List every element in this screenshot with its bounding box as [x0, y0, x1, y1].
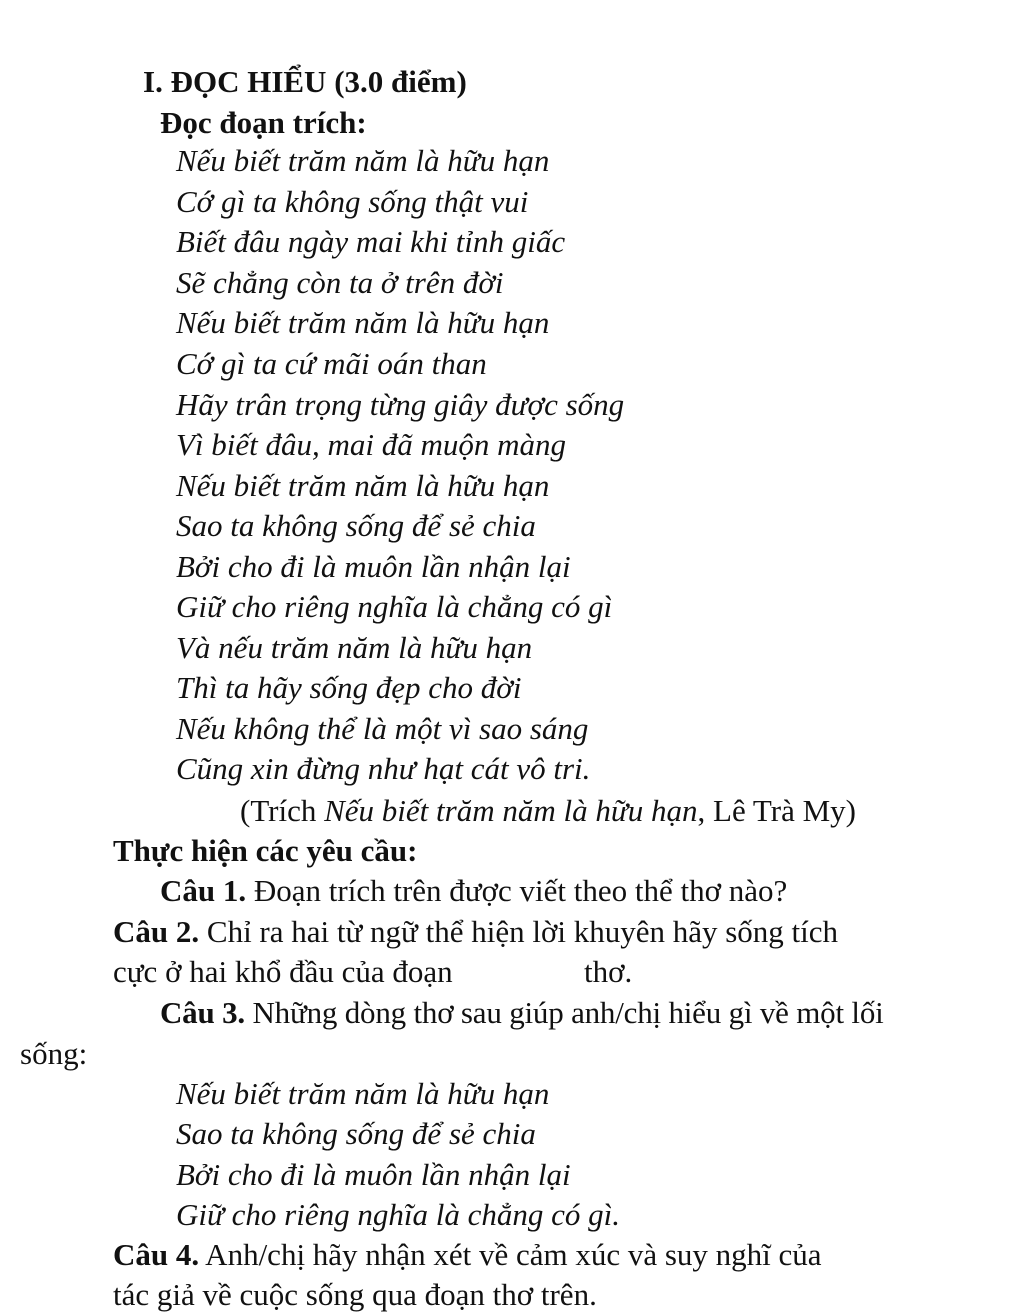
poem-line: Bởi cho đi là muôn lần nhận lại	[176, 549, 571, 584]
citation-suffix: , Lê Trà My)	[697, 793, 856, 828]
poem-line: Nếu biết trăm năm là hữu hạn	[176, 305, 550, 340]
question-text: Những dòng thơ sau giúp anh/chị hiểu gì về một lối	[244, 995, 884, 1030]
citation-work: Nếu biết trăm năm là hữu hạn	[324, 793, 698, 828]
poem-line: Cớ gì ta không sống thật vui	[176, 184, 529, 219]
poem-line: Cớ gì ta cứ mãi oán than	[176, 346, 487, 381]
question-label: Câu 3.	[160, 995, 245, 1030]
read-prompt: Đọc đoạn trích:	[160, 105, 367, 140]
poem-line: Sẽ chẳng còn ta ở trên đời	[176, 265, 504, 300]
poem-line: Sao ta không sống để sẻ chia	[176, 508, 536, 543]
question-2-continuation: cực ở hai khổ đầu của đoạn	[113, 954, 453, 989]
quoted-poem-line: Bởi cho đi là muôn lần nhận lại	[176, 1157, 571, 1192]
poem-line: Và nếu trăm năm là hữu hạn	[176, 630, 533, 665]
poem-line: Vì biết đâu, mai đã muộn màng	[176, 427, 567, 462]
question-2	[113, 913, 838, 951]
poem-line: Nếu không thể là một vì sao sáng	[176, 711, 589, 746]
question-3	[160, 994, 884, 1032]
question-3-continuation: sống:	[20, 1036, 88, 1071]
question-text: Đoạn trích trên được viết theo thể thơ nào?	[246, 873, 788, 908]
question-1	[160, 872, 787, 910]
question-label: Câu 4.	[113, 1237, 200, 1272]
question-text: Chỉ ra hai từ ngữ thể hiện lời khuyên hãy sống tích	[199, 914, 839, 949]
poem-line: Nếu biết trăm năm là hữu hạn	[176, 143, 550, 178]
question-text: Anh/chị hãy nhận xét về cảm xúc và suy nghĩ của	[199, 1237, 822, 1272]
tasks-heading: Thực hiện các yêu cầu:	[113, 833, 418, 868]
quoted-poem-line: Nếu biết trăm năm là hữu hạn	[176, 1076, 550, 1111]
poem-line: Thì ta hãy sống đẹp cho đời	[176, 670, 522, 705]
poem-line: Cũng xin đừng như hạt cát vô tri.	[176, 751, 591, 786]
quoted-poem-line: Giữ cho riêng nghĩa là chẳng có gì.	[176, 1197, 620, 1232]
poem-line: Hãy trân trọng từng giây được sống	[176, 387, 625, 422]
quoted-poem-line: Sao ta không sống để sẻ chia	[176, 1116, 536, 1151]
poem-line: Giữ cho riêng nghĩa là chẳng có gì	[176, 589, 613, 624]
poem-line: Nếu biết trăm năm là hữu hạn	[176, 468, 550, 503]
citation-prefix: (Trích	[240, 793, 325, 828]
question-2-continuation-end: thơ.	[584, 954, 633, 989]
question-4	[113, 1236, 822, 1274]
question-label: Câu 1.	[160, 873, 247, 908]
question-label: Câu 2.	[113, 914, 200, 949]
question-4-continuation: tác giả về cuộc sống qua đoạn thơ trên.	[113, 1277, 597, 1312]
citation	[240, 792, 856, 830]
poem-line: Biết đâu ngày mai khi tỉnh giấc	[176, 224, 566, 259]
section-title: I. ĐỌC HIỂU (3.0 điểm)	[143, 64, 467, 99]
